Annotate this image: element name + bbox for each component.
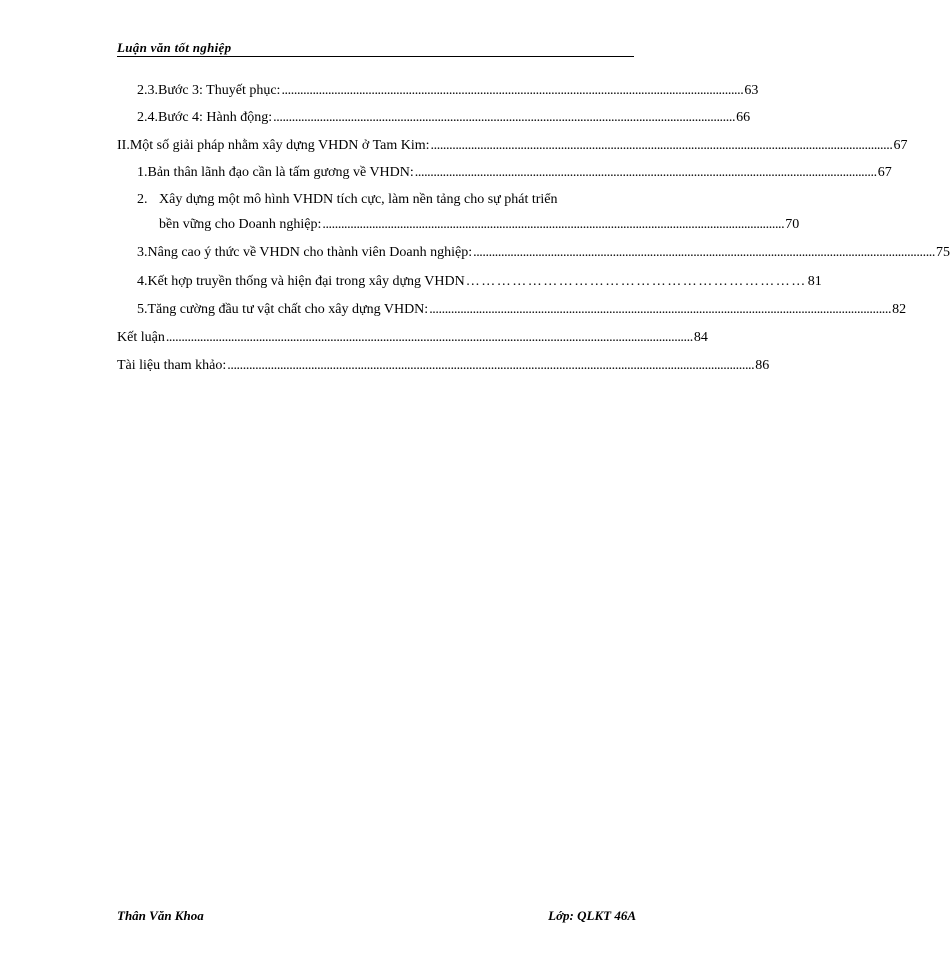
toc-entry-title: Tăng cường đầu tư vật chất cho xây dựng VHDN:	[147, 302, 429, 317]
toc-entry-title: Một số giải pháp nhằm xây dựng VHDN ở Tam Kim:	[129, 138, 430, 153]
toc-leader: ..........................................................................................................................................................................	[165, 330, 693, 345]
toc-leader: .....................................................................................................................................................	[273, 110, 736, 125]
toc-entry-page: 63	[744, 83, 759, 98]
toc-entry-title: Bước 4: Hành động:	[158, 110, 273, 125]
toc-entry	[137, 164, 892, 182]
toc-leader: .....................................................................................................................................................	[429, 302, 892, 317]
toc-entry-page: 66	[736, 110, 751, 125]
toc-leader: .....................................................................................................................................................	[473, 245, 935, 260]
toc-entry-title: Nâng cao ý thức về VHDN cho thành viên Doanh nghiệp:	[147, 245, 473, 260]
toc-entry-title: Tài liệu tham khảo:	[117, 358, 227, 373]
toc-entry	[137, 82, 759, 100]
toc-entry-page: 84	[693, 330, 708, 345]
toc-entry-number: 2.4.	[137, 110, 158, 125]
toc-entry-number: II.	[117, 138, 130, 153]
toc-entry-page: 70	[785, 217, 800, 232]
toc-entry-page: 67	[877, 165, 892, 180]
toc-entry-title: Bản thân lãnh đạo cần là tấm gương về VHDN:	[147, 165, 414, 180]
toc-entry	[137, 273, 822, 291]
toc-leader: ..........................................................................................................................................................................	[227, 358, 755, 373]
toc-entry-title-continued: bền vững cho Doanh nghiệp:	[159, 217, 322, 232]
toc-leader: .....................................................................................................................................................	[414, 165, 877, 180]
toc-entry-number: 2.	[137, 192, 148, 207]
toc-entry-page: 75	[936, 245, 950, 260]
toc-leader: .....................................................................................................................................................	[430, 138, 893, 153]
toc-leader: .....................................................................................................................................................	[281, 83, 744, 98]
header-title: Luận văn tốt nghiệp	[117, 40, 232, 55]
toc-entry-continuation	[159, 216, 800, 234]
toc-entry-number: 3.	[137, 245, 148, 260]
toc-entry-number: 5.	[137, 302, 148, 317]
toc-entry	[117, 329, 708, 347]
toc-leader: .....................................................................................................................................................	[322, 217, 785, 232]
toc-entry-page: 82	[892, 302, 907, 317]
toc-entry	[117, 357, 770, 375]
toc-leader: …………………………………………………………	[465, 274, 807, 289]
toc-entry-title: Kết luận	[117, 330, 165, 345]
toc-entry	[137, 244, 950, 262]
toc-entry	[137, 301, 907, 319]
footer-author: Thân Văn Khoa	[117, 908, 204, 923]
footer-class: Lớp: QLKT 46A	[548, 908, 636, 923]
toc-entry-title: Bước 3: Thuyết phục:	[158, 83, 281, 98]
page-header	[117, 38, 634, 57]
toc-entry-page: 81	[807, 274, 822, 289]
toc-entry	[137, 109, 751, 127]
toc-entry-number: 2.3.	[137, 83, 158, 98]
toc-entry-page: 86	[755, 358, 770, 373]
toc-entry	[117, 137, 908, 155]
toc-entry-title: Xây dựng một mô hình VHDN tích cực, làm nền tảng cho sự phát triển	[159, 192, 558, 207]
toc-entry-number: 4.	[137, 274, 148, 289]
toc-entry	[137, 191, 633, 209]
toc-entry-title: Kết hợp truyền thống và hiện đại trong xây dựng VHDN	[147, 274, 465, 289]
toc-entry-page: 67	[893, 138, 908, 153]
toc-entry-number: 1.	[137, 165, 148, 180]
